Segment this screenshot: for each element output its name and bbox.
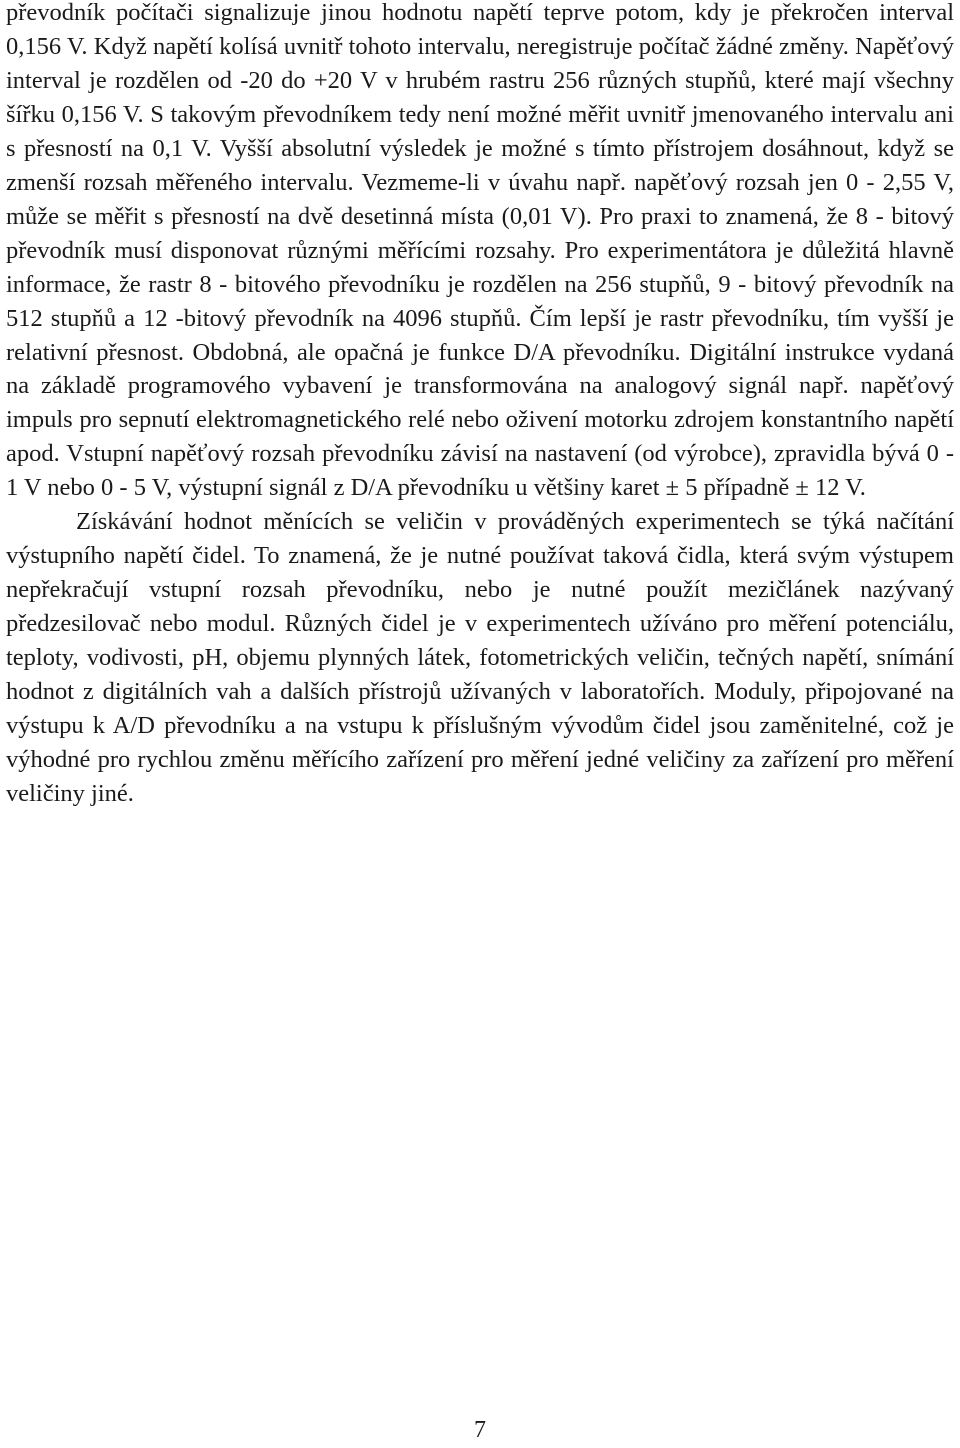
body-text — [6, 0, 954, 811]
document-page — [6, 0, 954, 1448]
page-number: 7 — [474, 1417, 486, 1443]
paragraph-converter-resolution: převodník počítači signalizuje jinou hodnotu napětí teprve potom, kdy je překročen interval 0,156 V. Když napětí kolísá uvnitř tohoto intervalu, neregistruje počítač žádné změny. Napěťový interval je rozdělen od -20 do +20 V v hrubém rastru 256 různých stupňů, které mají všechny šířku 0,156 V. S takovým převodníkem tedy není možné měřit uvnitř jmenovaného intervalu ani s přesností na 0,1 V. Vyšší absolutní výsledek je možné s tímto přístrojem dosáhnout, když se zmenší rozsah měřeného intervalu. Vezmeme-li v úvahu např. napěťový rozsah jen 0 - 2,55 V, může se měřit s přesností na dvě desetinná místa (0,01 V). Pro praxi to znamená, že 8 - bitový převodník musí disponovat různými měřícími rozsahy. Pro experimentátora je důležitá hlavně informace, že rastr 8 - bitového převodníku je rozdělen na 256 stupňů, 9 - bitový převodník na 512 stupňů a 12 -bitový převodník na 4096 stupňů. Čím lepší je rastr převodníku, tím vyšší je relativní přesnost. Obdobná, ale opačná je funkce D/A převodníku. Digitální instrukce vydaná na základě programového vybavení je transformována na analogový signál např. napěťový impuls pro sepnutí elektromagnetického relé nebo oživení motorku zdrojem konstantního napětí apod. Vstupní napěťový rozsah převodníku závisí na nastavení (od výrobce), zpravidla bývá 0 - 1 V nebo 0 - 5 V, výstupní signál z D/A převodníku u většiny karet ± 5 případně ± 12 V. — [6, 0, 954, 502]
paragraph-sensors-modules: Získávání hodnot měnících se veličin v prováděných experimentech se týká načítání výstupního napětí čidel. To znamená, že je nutné používat taková čidla, která svým výstupem nepřekračují vstupní rozsah převodníku, nebo je nutné použít mezičlánek nazývaný předzesilovač nebo modul. Různých čidel je v experimentech užíváno pro měření potenciálu, teploty, vodivosti, pH, objemu plynných látek, fotometrických veličin, tečných napětí, snímání hodnot z digitálních vah a dalších přístrojů užívaných v laboratořích. Moduly, připojované na výstupu k A/D převodníku a na vstupu k příslušným vývodům čidel jsou zaměnitelné, což je výhodné pro rychlou změnu měřícího zařízení pro měření jedné veličiny za zařízení pro měření veličiny jiné. — [6, 508, 954, 807]
